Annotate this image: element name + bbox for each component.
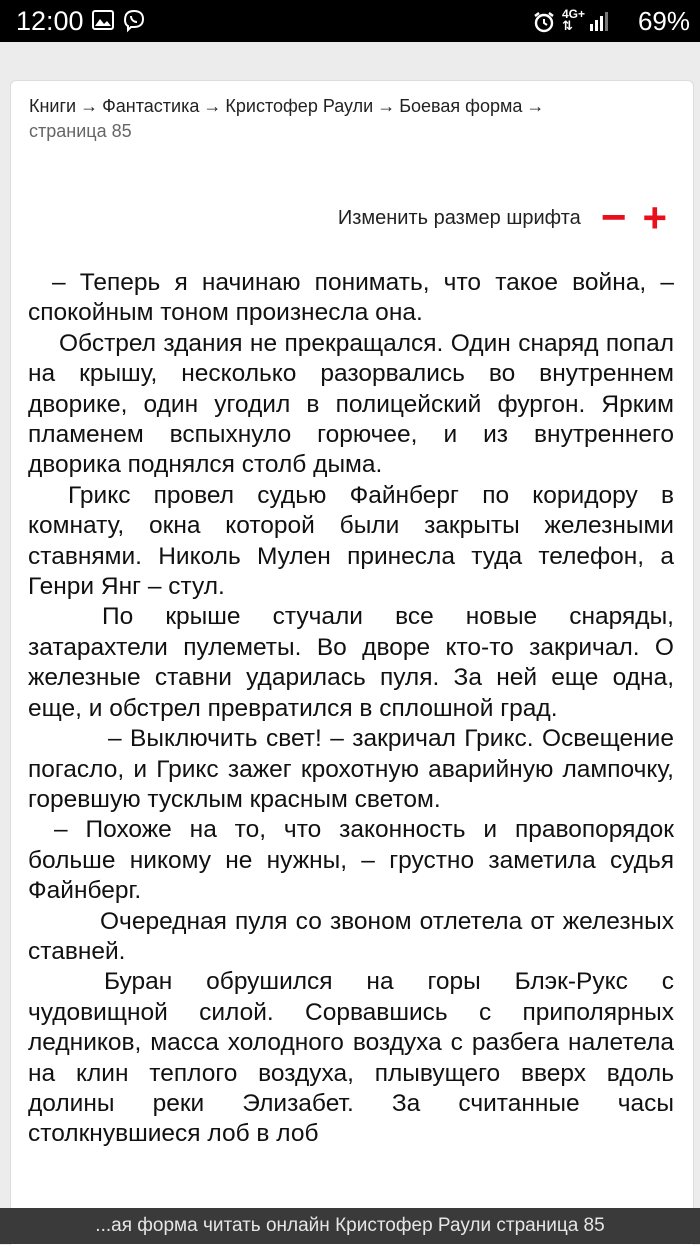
breadcrumb-book[interactable]: Боевая форма [399,96,523,116]
signal-icon [588,10,610,37]
arrow-right-icon: → [203,96,222,116]
status-time: 12:00 [16,6,84,36]
breadcrumb-author[interactable]: Кристофер Раули [225,96,374,116]
breadcrumb-books[interactable]: Книги [29,96,77,116]
arrow-right-icon: → [377,96,396,116]
paragraph: – Теперь я начинаю понимать, что такое война, – спокойным тоном произнесла она. [28,269,674,327]
alarm-icon [532,10,556,39]
arrow-right-icon: → [526,96,545,116]
paragraph: – Похоже на то, что законность и правопорядок больше никому не нужны, – грустно заметила судья Файнберг. [28,816,674,905]
breadcrumb [29,94,669,144]
paragraph: Грикс провел судью Файнберг по коридору в комнату, окна которой были закрыты железными ставнями. Николь Мулен принесла туда телефон, а Генри Янг – стул. [28,481,674,601]
arrow-right-icon: → [80,96,99,116]
breadcrumb-current-page: страница 85 [29,121,132,141]
status-bar [0,0,700,42]
battery-percent: 69% [637,6,690,36]
page-card [10,80,694,1245]
breadcrumb-fiction[interactable]: Фантастика [102,96,200,116]
font-decrease-button[interactable]: − [600,193,627,242]
font-size-label: Изменить размер шрифта [337,206,581,229]
network-type: 4G+ [562,7,586,21]
font-increase-button[interactable]: + [642,194,667,241]
book-text [28,268,674,1150]
viber-icon [122,9,146,38]
image-icon [92,9,114,36]
paragraph: По крыше стучали все новые снаряды, затарахтели пулеметы. Во дворе кто-то закричал. О железные ставни ударилась пуля. За ней еще одна, еще, и обстрел превратился в сплошной град. [28,603,674,722]
paragraph: Очередная пуля со звоном отлетела от железных ставней. [28,907,674,965]
network-icon: 4G+ ⇅ [562,7,586,33]
paragraph: – Выключить свет! – закричал Грикс. Освещение погасло, и Грикс зажег крохотную аварийную лампочку, горевшую тусклым красным светом. [28,725,674,813]
page-title-bar: ...ая форма читать онлайн Кристофер Раули страница 85 [0,1208,700,1244]
paragraph: Обстрел здания не прекращался. Один снаряд попал на крышу, несколько разорвались во внутреннем дворике, один угодил в полицейский фургон. Ярким пламенем вспыхнуло горючее, и из внутреннего дворика поднялся столб дыма. [28,329,674,479]
paragraph: Буран обрушился на горы Блэк-Рукс с чудовищной силой. Сорвавшись с приполярных ледников, масса холодного воздуха с разбега налетела на клин теплого воздуха, плывущего вверх вдоль долины реки Элизабет. За считанные часы столкнувшиеся лоб в лоб [28,968,674,1148]
font-size-control [337,193,667,242]
